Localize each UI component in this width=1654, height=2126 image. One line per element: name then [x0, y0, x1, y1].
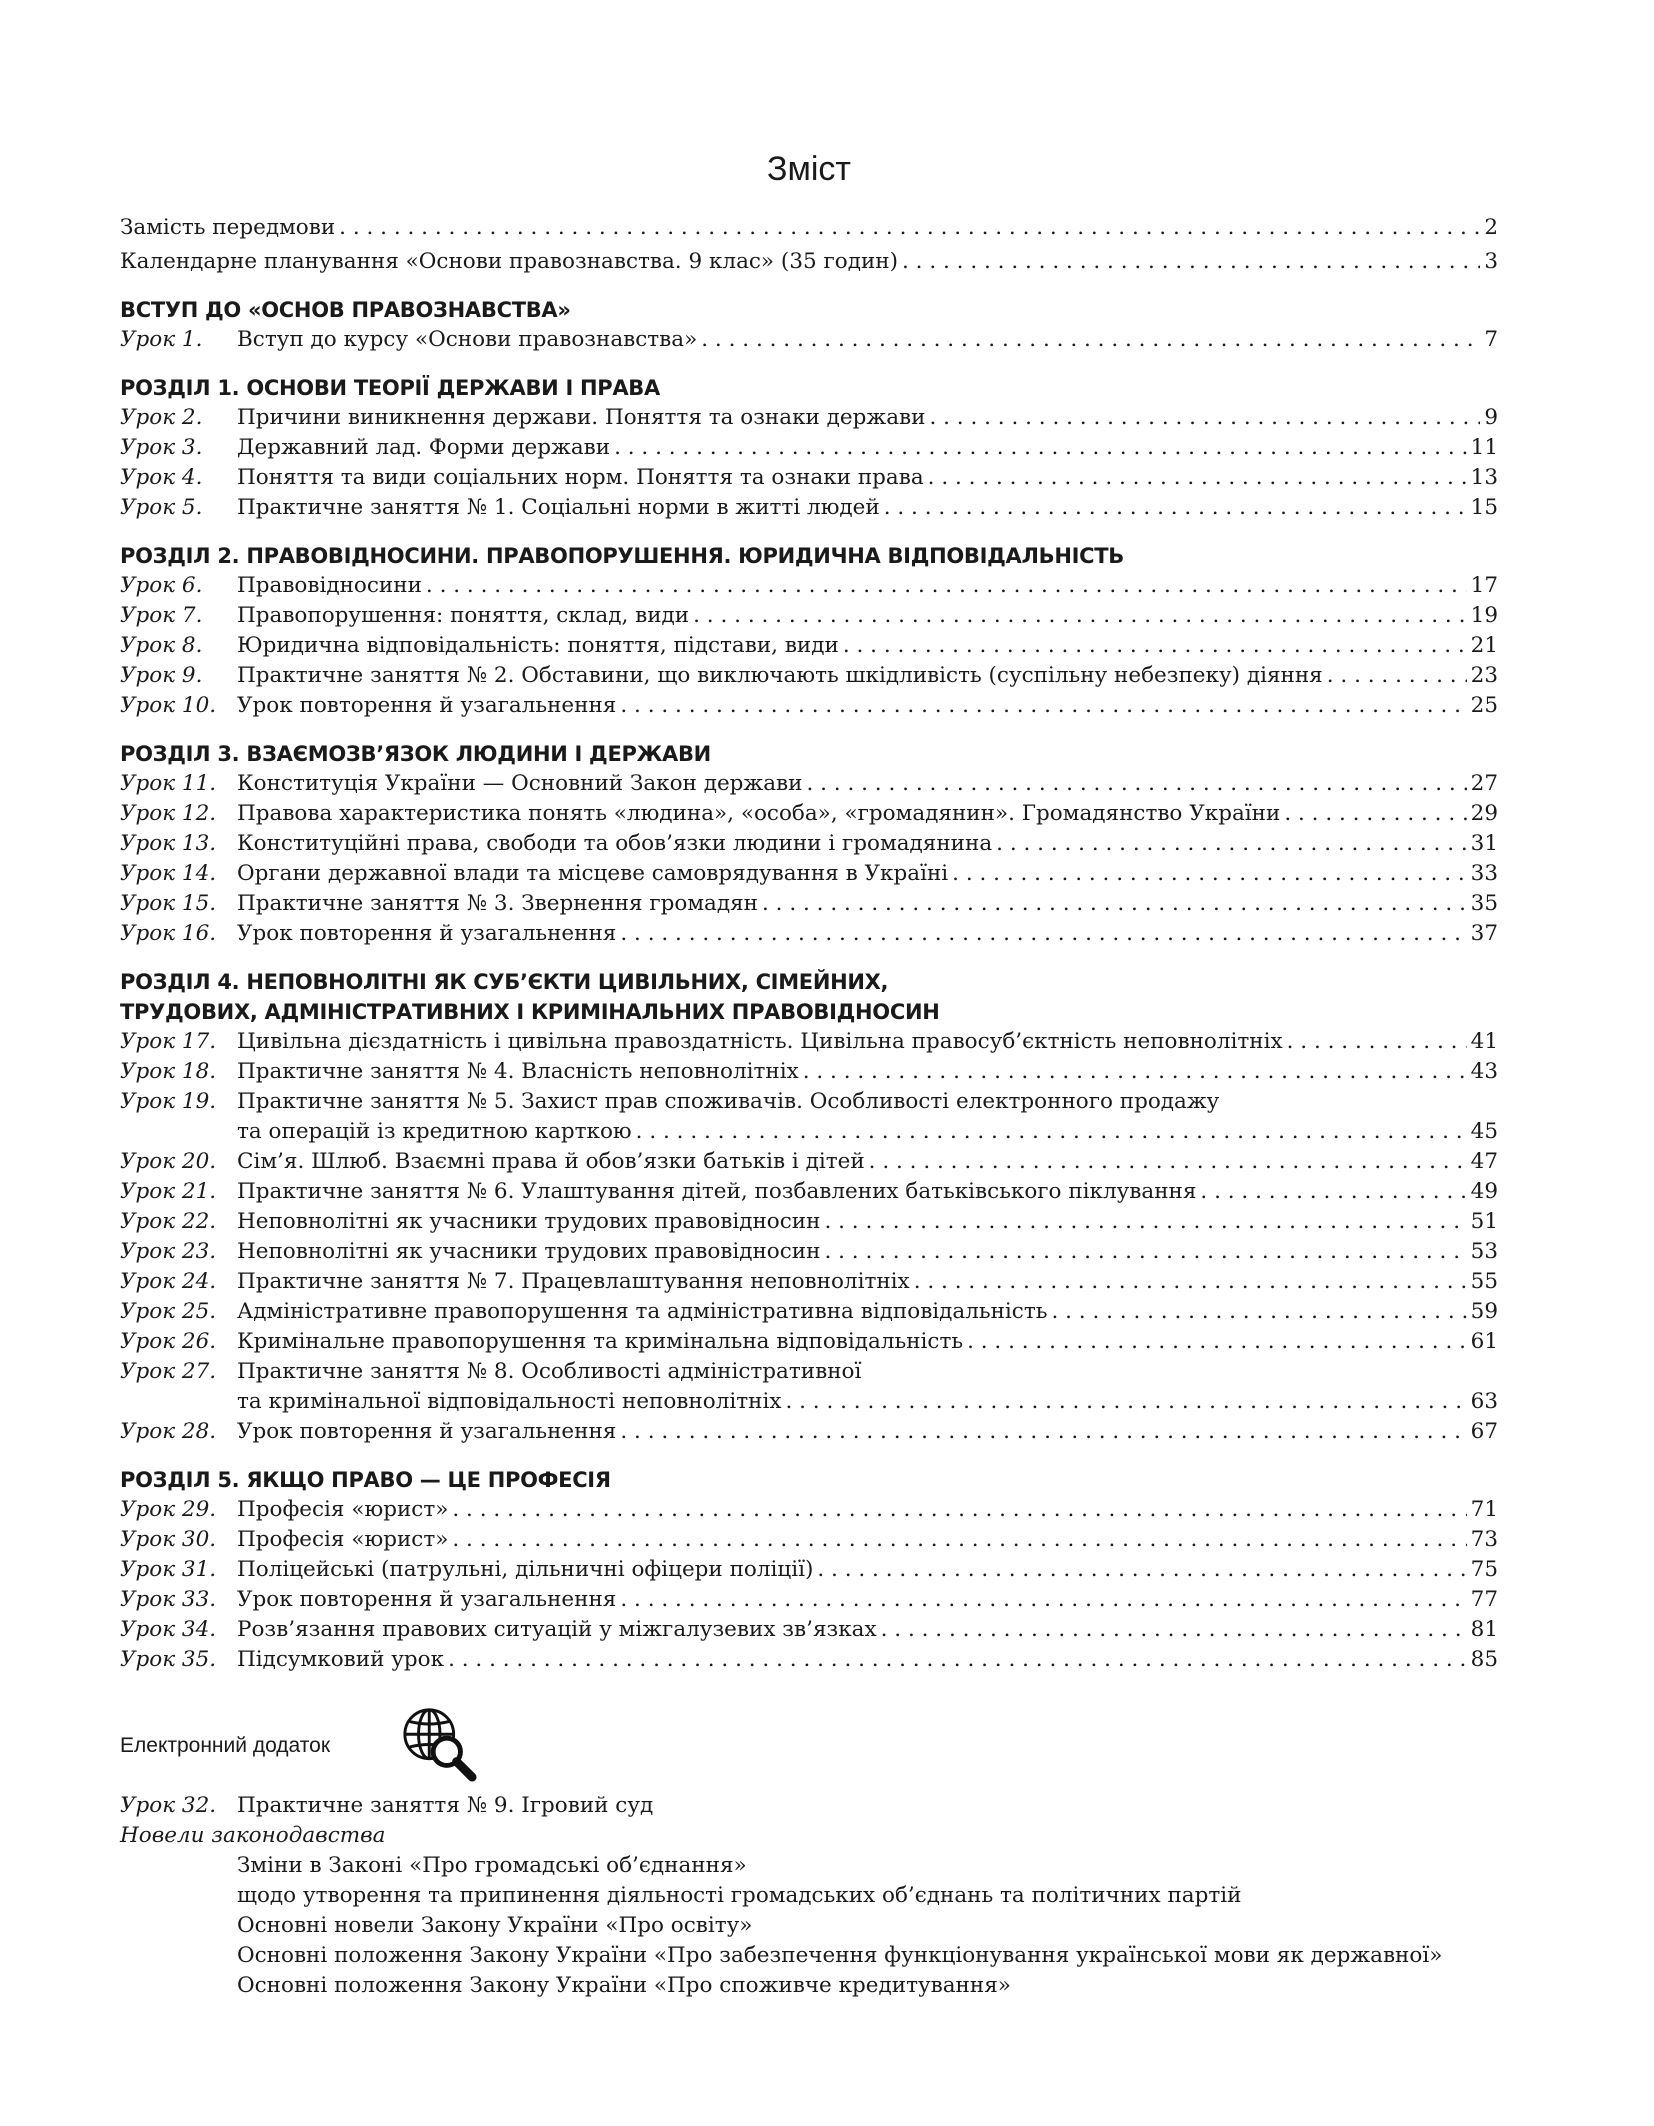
toc-entry [120, 1615, 1498, 1645]
toc-section [120, 967, 1498, 1447]
entry-title: Практичне заняття № 3. Звернення громадян [237, 891, 758, 916]
entry-title: Сім’я. Шлюб. Взаємні права й обов’язки батьків і дітей [237, 1149, 865, 1174]
entry-title: Вступ до курсу «Основи правознавства» [237, 327, 698, 352]
lesson-label: Урок 30. [120, 1527, 217, 1552]
table-of-contents [120, 140, 1498, 2001]
dot-leader [806, 769, 1466, 799]
toc-section [120, 295, 1498, 355]
page-number: 11 [1470, 435, 1498, 460]
toc-entry [120, 403, 1498, 433]
entry-title: Органи державної влади та місцеве самоврядування в Україні [237, 861, 949, 886]
lesson-label: Урок 8. [120, 633, 203, 658]
lesson-label: Урок 23. [120, 1239, 217, 1264]
section-heading: ВСТУП ДО «ОСНОВ ПРАВОЗНАВСТВА» [120, 298, 571, 322]
page-number: 61 [1470, 1329, 1498, 1354]
entry-title: Кримінальне правопорушення та кримінальна відповідальність [237, 1329, 964, 1354]
toc-entry [120, 601, 1498, 631]
toc-entry [120, 247, 1498, 277]
page-number: 9 [1484, 405, 1498, 430]
dot-leader [884, 493, 1467, 523]
entry-title: Практичне заняття № 6. Улаштування дітей, позбавлених батьківського піклування [237, 1179, 1197, 1204]
entry-title: Правопорушення: поняття, склад, види [237, 603, 690, 628]
page-number: 19 [1470, 603, 1498, 628]
toc-entry [120, 1057, 1498, 1087]
section-heading: РОЗДІЛ 5. ЯКЩО ПРАВО — ЦЕ ПРОФЕСІЯ [120, 1468, 611, 1492]
lesson-label: Урок 1. [120, 327, 203, 352]
toc-entry [120, 769, 1498, 799]
toc-entry [120, 1495, 1498, 1525]
entry-title: Підсумковий урок [237, 1647, 445, 1672]
electronic-lesson [120, 1791, 1498, 1821]
entry-title: Неповнолітні як учасники трудових правовідносин [237, 1239, 821, 1264]
novel-item: Зміни в Законі «Про громадські об’єднання» [237, 1853, 747, 1878]
entry-title: Неповнолітні як учасники трудових правовідносин [237, 1209, 821, 1234]
lesson-label: Урок 12. [120, 801, 217, 826]
page-number: 49 [1470, 1179, 1498, 1204]
lesson-label: Урок 29. [120, 1497, 217, 1522]
page-number: 27 [1470, 771, 1498, 796]
entry-title: Практичне заняття № 1. Соціальні норми в житті людей [237, 495, 880, 520]
entry-title: Урок повторення й узагальнення [237, 693, 617, 718]
page-number: 77 [1470, 1587, 1498, 1612]
lesson-label: Урок 22. [120, 1209, 217, 1234]
toc-entry [120, 1417, 1498, 1447]
page-number: 75 [1470, 1557, 1498, 1582]
entry-title: Практичне заняття № 4. Власність неповнолітніх [237, 1059, 799, 1084]
entry-title: Конституційні права, свободи та обов’язки людини і громадянина [237, 831, 993, 856]
dot-leader [452, 1525, 1466, 1555]
lesson-label: Урок 25. [120, 1299, 217, 1324]
page-number: 33 [1470, 861, 1498, 886]
dot-leader [803, 1057, 1467, 1087]
lesson-label: Урок 18. [120, 1059, 217, 1084]
toc-entry [120, 829, 1498, 859]
page-title: Зміст [766, 150, 852, 188]
toc-entry [120, 1147, 1498, 1177]
lesson-label: Урок 14. [120, 861, 217, 886]
toc-entry [120, 1207, 1498, 1237]
dot-leader [1051, 1297, 1466, 1327]
page-number: 7 [1484, 327, 1498, 352]
toc-entry [120, 919, 1498, 949]
dot-leader [1327, 661, 1467, 691]
lesson-label: Урок 10. [120, 693, 217, 718]
dot-leader [339, 213, 1480, 243]
novel-item: Основні новели Закону України «Про освіту» [237, 1913, 753, 1938]
section-heading: РОЗДІЛ 1. ОСНОВИ ТЕОРІЇ ДЕРЖАВИ І ПРАВА [120, 376, 660, 400]
section-heading: РОЗДІЛ 4. НЕПОВНОЛІТНІ ЯК СУБ’ЄКТИ ЦИВІЛЬНИХ, СІМЕЙНИХ, [120, 970, 889, 994]
entry-title: Правова характеристика понять «людина», «особа», «громадянин». Громадянство України [237, 801, 1281, 826]
toc-entry [120, 1267, 1498, 1297]
page-number: 25 [1470, 693, 1498, 718]
toc-entry [120, 433, 1498, 463]
lesson-label: Урок 33. [120, 1587, 217, 1612]
toc-entry [120, 889, 1498, 919]
lesson-label: Урок 35. [120, 1647, 217, 1672]
lesson-label: Урок 4. [120, 465, 203, 490]
dot-leader [1200, 1177, 1466, 1207]
page-number: 59 [1470, 1299, 1498, 1324]
dot-leader [824, 1237, 1466, 1267]
entry-title: Правовідносини [237, 573, 422, 598]
intro-entries [120, 213, 1498, 277]
dot-leader [452, 1495, 1466, 1525]
toc-entry [120, 631, 1498, 661]
page-number: 55 [1470, 1269, 1498, 1294]
dot-leader [817, 1555, 1466, 1585]
lesson-label: Урок 31. [120, 1557, 217, 1582]
entry-title: Розв’язання правових ситуацій у міжгалузевих зв’язках [237, 1617, 877, 1642]
dot-leader [785, 1387, 1466, 1417]
page-number: 53 [1470, 1239, 1498, 1264]
lesson-label: Урок 16. [120, 921, 217, 946]
entry-title: Замість передмови [120, 215, 336, 240]
section-heading: РОЗДІЛ 2. ПРАВОВІДНОСИНИ. ПРАВОПОРУШЕННЯ. ЮРИДИЧНА ВІДПОВІДАЛЬНІСТЬ [120, 544, 1124, 568]
lesson-label: Урок 11. [120, 771, 217, 796]
entry-title: Календарне планування «Основи правознавства. 9 клас» (35 годин) [120, 249, 898, 274]
entry-title: Поліцейські (патрульні, дільничні офіцери поліції) [237, 1557, 814, 1582]
dot-leader [1284, 799, 1466, 829]
lesson-label: Урок 20. [120, 1149, 217, 1174]
lesson-label: Урок 13. [120, 831, 217, 856]
dot-leader [448, 1645, 1467, 1675]
page-number: 21 [1470, 633, 1498, 658]
lesson-label: Урок 17. [120, 1029, 217, 1054]
entry-title: Причини виникнення держави. Поняття та ознаки держави [237, 405, 926, 430]
dot-leader [614, 433, 1467, 463]
lesson-label: Урок 34. [120, 1617, 217, 1642]
entry-title: Практичне заняття № 2. Обставини, що виключають шкідливість (суспільну небезпеку) діяння [237, 663, 1323, 688]
novel-item: Основні положення Закону України «Про забезпечення функціонування української мови як державної» [237, 1943, 1443, 1968]
lesson-label: Урок 15. [120, 891, 217, 916]
novels-list [120, 1851, 1498, 2001]
toc-section [120, 1465, 1498, 1675]
lesson-label: Урок 27. [120, 1359, 217, 1384]
page-number: 71 [1470, 1497, 1498, 1522]
dot-leader [762, 889, 1467, 919]
sections [120, 295, 1498, 1675]
page-number: 67 [1470, 1419, 1498, 1444]
lesson-label: Урок 24. [120, 1269, 217, 1294]
toc-entry [120, 859, 1498, 889]
toc-entry [120, 1555, 1498, 1585]
entry-title: Урок повторення й узагальнення [237, 1419, 617, 1444]
page-number: 37 [1470, 921, 1498, 946]
dot-leader [620, 1585, 1466, 1615]
toc-entry [120, 1297, 1498, 1327]
entry-title: Конституція України — Основний Закон держави [237, 771, 803, 796]
section-heading: РОЗДІЛ 3. ВЗАЄМОЗВ’ЯЗОК ЛЮДИНИ І ДЕРЖАВИ [120, 742, 711, 766]
page-number: 23 [1470, 663, 1498, 688]
novels-title: Новели законодавства [120, 1823, 386, 1848]
page-number: 29 [1470, 801, 1498, 826]
globe-search-icon [400, 1705, 478, 1788]
dot-leader [914, 1267, 1467, 1297]
novel-item: щодо утворення та припинення діяльності громадських об’єднань та політичних партій [237, 1883, 1242, 1908]
dot-leader [843, 631, 1467, 661]
dot-leader [881, 1615, 1467, 1645]
dot-leader [1287, 1027, 1467, 1057]
entry-title: та кримінальної відповідальності неповнолітніх [237, 1389, 782, 1414]
toc-entry-continuation [120, 1387, 1498, 1417]
toc-entry [120, 571, 1498, 601]
toc-entry [120, 661, 1498, 691]
toc-section [120, 541, 1498, 721]
toc-entry [120, 325, 1498, 355]
lesson-label: Урок 5. [120, 495, 203, 520]
toc-entry [120, 1525, 1498, 1555]
dot-leader [693, 601, 1467, 631]
toc-entry [120, 691, 1498, 721]
page-number: 13 [1470, 465, 1498, 490]
dot-leader [824, 1207, 1466, 1237]
dot-leader [929, 403, 1480, 433]
entry-title: Професія «юрист» [237, 1497, 449, 1522]
toc-entry [120, 1327, 1498, 1357]
electronic-appendix [120, 1701, 1498, 1791]
toc-entry [120, 799, 1498, 829]
entry-title: Практичне заняття № 7. Працевлаштування неповнолітніх [237, 1269, 910, 1294]
page-number: 15 [1470, 495, 1498, 520]
page-number: 2 [1484, 215, 1498, 240]
toc-entry [120, 213, 1498, 243]
lesson-label: Урок 26. [120, 1329, 217, 1354]
toc-entry [120, 1357, 1498, 1387]
section-heading: ТРУДОВИХ, АДМІНІСТРАТИВНИХ І КРИМІНАЛЬНИХ ПРАВОВІДНОСИН [120, 1000, 940, 1024]
entry-title: Урок повторення й узагальнення [237, 921, 617, 946]
dot-leader [701, 325, 1480, 355]
lesson-label: Урок 28. [120, 1419, 217, 1444]
page-number: 41 [1470, 1029, 1498, 1054]
entry-title: Поняття та види соціальних норм. Поняття та ознаки права [237, 465, 924, 490]
lesson-title: Практичне заняття № 9. Ігровий суд [237, 1793, 654, 1818]
entry-title: та операцій із кредитною карткою [237, 1119, 632, 1144]
lesson-label: Урок 19. [120, 1089, 217, 1114]
dot-leader [636, 1117, 1467, 1147]
toc-entry [120, 1645, 1498, 1675]
toc-entry [120, 1585, 1498, 1615]
dot-leader [952, 859, 1466, 889]
electronic-appendix-label: Електронний додаток [120, 1734, 331, 1757]
toc-entry [120, 1237, 1498, 1267]
page-number: 85 [1470, 1647, 1498, 1672]
lesson-label: Урок 9. [120, 663, 203, 688]
lesson-label: Урок 2. [120, 405, 203, 430]
novel-item: Основні положення Закону України «Про споживче кредитування» [237, 1973, 1011, 1998]
dot-leader [967, 1327, 1467, 1357]
page-number: 51 [1470, 1209, 1498, 1234]
toc-entry [120, 1027, 1498, 1057]
entry-title: Урок повторення й узагальнення [237, 1587, 617, 1612]
entry-title: Цивільна дієздатність і цивільна правоздатність. Цивільна правосуб’єктність неповнолітніх [237, 1029, 1283, 1054]
page-number: 81 [1470, 1617, 1498, 1642]
page-number: 3 [1484, 249, 1498, 274]
dot-leader [620, 1417, 1466, 1447]
lesson-label: Урок 32. [120, 1793, 217, 1818]
page-number: 43 [1470, 1059, 1498, 1084]
dot-leader [902, 247, 1480, 277]
dot-leader [996, 829, 1466, 859]
dot-leader [869, 1147, 1467, 1177]
toc-entry [120, 463, 1498, 493]
lesson-label: Урок 21. [120, 1179, 217, 1204]
dot-leader [620, 691, 1466, 721]
page-number: 45 [1470, 1119, 1498, 1144]
toc-entry-continuation [120, 1117, 1498, 1147]
page-number: 17 [1470, 573, 1498, 598]
page-number: 63 [1470, 1389, 1498, 1414]
entry-title: Державний лад. Форми держави [237, 435, 611, 460]
entry-title: Адміністративне правопорушення та адміністративна відповідальність [237, 1299, 1048, 1324]
page-number: 47 [1470, 1149, 1498, 1174]
entry-title: Практичне заняття № 8. Особливості адміністративної [237, 1359, 862, 1384]
toc-section [120, 739, 1498, 949]
entry-title: Практичне заняття № 5. Захист прав споживачів. Особливості електронного продажу [237, 1089, 1220, 1114]
toc-entry [120, 1087, 1498, 1117]
page-number: 35 [1470, 891, 1498, 916]
dot-leader [928, 463, 1467, 493]
page-number: 31 [1470, 831, 1498, 856]
page-number: 73 [1470, 1527, 1498, 1552]
toc-entry [120, 1177, 1498, 1207]
dot-leader [620, 919, 1466, 949]
dot-leader [426, 571, 1467, 601]
lesson-label: Урок 3. [120, 435, 203, 460]
toc-entry [120, 493, 1498, 523]
toc-section [120, 373, 1498, 523]
lesson-label: Урок 7. [120, 603, 203, 628]
entry-title: Юридична відповідальність: поняття, підстави, види [237, 633, 839, 658]
lesson-label: Урок 6. [120, 573, 203, 598]
entry-title: Професія «юрист» [237, 1527, 449, 1552]
